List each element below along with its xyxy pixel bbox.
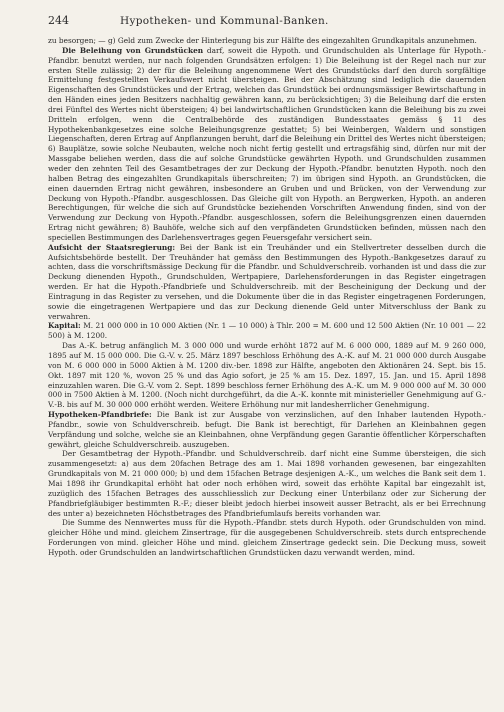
paragraph: [48, 449, 486, 518]
paragraph: [48, 518, 486, 557]
paragraph: [48, 46, 486, 243]
paragraph-lead: Die Beleihung von Grundstücken: [62, 45, 204, 55]
running-head: Hypotheken- und Kommunal-Banken.: [120, 15, 329, 27]
paragraph-lead: Kapital:: [48, 321, 81, 331]
paragraph-lead: Hypotheken-Pfandbriefe:: [48, 410, 152, 420]
paragraph-text: M. 21 000 000 in 10 000 Aktien (Nr. 1 — 10 000) à Thlr. 200 = M. 600 und 12 500 Aktien (Nr. 10 001 — 22 500) à M. 1200.: [48, 321, 486, 341]
paragraph-text: Bei der Bank ist ein Treuhänder und ein Stellvertreter desselben durch die Aufsichtsbehörde bestellt. Der Treuhänder hat gemäss den Bestimmungen des Hypoth.-Bankgesetzes darauf zu achten, dass die vorschriftsmässige Deckung für die Pfandbr. und Schuldverschreib. vorhanden ist und dass die zur Deckung dienenden Hypoth., Grundschulden, Wertpapiere, Darlehensforderungen in das Register eingetragen werden. Er hat die Hypoth.-Pfandbriefe und Schuldverschreib. mit der Bescheinigung der Deckung und der Eintragung in das Register zu versehen, und die Dokumente über die in das Register eingetragenen Forderungen, sowie die eingetragenen Wertpapiere und das zur Deckung dienende Geld unter Mitverschluss der Bank zu verwahren.: [48, 242, 486, 321]
body-text: [48, 36, 486, 558]
paragraph: [48, 341, 486, 410]
paragraph: [48, 410, 486, 449]
paragraph: [48, 321, 486, 341]
paragraph-text: Die Bank ist zur Ausgabe von verzinslichen, auf den Inhaber lautenden Hypoth.-Pfandbr., sowie von Schuldverschreib. befugt. Die Bank ist berechtigt, für Darlehen an Kleinbahnen gegen Verpfändung und solche, welche sie an Kleinbahnen, ohne Verpfändung gegen Garantie öffentlicher Körperschaften gewährt, gleiche Schuldverschreib. auszugeben.: [48, 410, 486, 449]
page-header: [48, 14, 486, 36]
paragraph-text: Das A.-K. betrug anfänglich M. 3 000 000 und wurde erhöht 1872 auf M. 6 000 000, 1889 auf M. 9 260 000, 1895 auf M. 15 000 000. Die G.-V. v. 25. März 1897 beschloss Erhöhung des A.-K. auf M. 21 000 000 durch Ausgabe von M. 6 000 000 in 5000 Aktien à M. 1200 div.-ber. 1898 zur Hälfte, angeboten den Aktionären 24. Sept. bis 15. Okt. 1897 mit 120 %, wovon 25 % und das Agio sofort, je 25 % am 15. Dez. 1897, 15. Jan. und 15. April 1898 einzuzahlen waren. Die G.-V. vom 2. Sept. 1899 beschloss ferner Erhöhung des A.-K. um M. 9 000 000 auf M. 30 000 000 in 7500 Aktien à M. 1200. (Noch nicht durchgeführt, da die A.-K. konnte mit ministerieller Genehmigung auf G.-V.-B. bis auf M. 30 000 000 erhöht werden. Weitere Erhöhung nur mit landesherrlicher Genehmigung.: [48, 341, 486, 410]
paragraph-lead: Aufsicht der Staatsregierung:: [48, 242, 176, 252]
paragraph-text: darf, soweit die Hypoth. und Grundschulden als Unterlage für Hypoth.-Pfandbr. benutzt werden, nur nach folgenden Grundsätzen erfolgen: 1) Die Beleihung ist der Regel nach nur zur ersten Stelle zulässig; 2) der für die Beleihung angenommene Wert des Grundstücks darf den durch sorgfältige Ermittelung festgestellten Verkaufswert nicht übersteigen. Bei der Abschätzung sind lediglich die dauernden Eigenschaften des Grundstückes und der Ertrag, welchen das Grundstück bei ordnungsmässiger Bewirtschaftung in den Händen eines jeden Besitzers nachhaltig gewähren kann, zu berücksichtigen; 3) die Beleihung darf die ersten drei Fünftel des Wertes nicht übersteigen; 4) bei landwirtschaftlichen Grundstücken kann die Beleihung bis zu zwei Dritteln erfolgen, wenn die Centralbehörde des zuständigen Bundesstaates gemäss § 11 des Hypothekenbankgesetzes eine solche Beleihungsgrenze gestattet; 5) bei Weinbergen, Waldern und sonstigen Liegenschaften, deren Ertrag auf Anpflanzungen beruht, darf die Beleihung ein Drittel des Wertes nicht übersteigen; 6) Bauplätze, sowie solche Neubauten, welche noch nicht fertig gestellt und ertragsfähig sind, dürfen nur mit der Massgabe beliehen werden, dass die auf solche Grundstücke gewährten Hypoth. und Grundschulden zusammen weder den zehnten Teil des Gesamtbetrages der zur Deckung der Hypoth.-Pfandbr. benutzten Hypoth. noch den halben Betrag des eingezahlten Grundkapitals überschreiten; 7) im übrigen sind Hypoth. an Grundstücken, die einen dauernden Ertrag nicht gewähren, insbesondere an Gruben und und Brücken, von der Verwendung zur Deckung von Hypoth.-Pfandbr. ausgeschlossen. Das Gleiche gilt von Hypoth. an Bergwerken, Hypoth. an anderen Berechtigungen, für welche die sich auf Grundstücke beziehenden Vorschriften Anwendung finden, sind von der Verwendung zur Deckung von Hypoth.-Pfandbr. ausgeschlossen, sofern die Beleihungsgrenzen einen dauernden Ertrag nicht gewähren; 8) Bauhöfe, welche sich auf den verpfändeten Grundstücken befinden, müssen nach den speciellen Bestimmungen des Darlehensvertrages gegen Feuersgefahr versichert sein.: [48, 45, 486, 242]
paragraph-text: zu besorgen; — g) Geld zum Zwecke der Hinterlegung bis zur Hälfte des eingezahlten Grundkapitals anzunehmen.: [48, 36, 477, 45]
paragraph: [48, 36, 486, 46]
paragraph-text: Der Gesamtbetrag der Hypoth.-Pfandbr. und Schuldverschreib. darf nicht eine Summe übersteigen, die sich zusammengesetzt: a) aus dem 20fachen Betrage des am 1. Mai 1898 vorhanden gewesenen, bar eingezahlten Grundkapitals von M. 21 000 000; b) und dem 15fachen Betrage desjenigen A.-K., um welches die Bank seit dem 1. Mai 1898 ihr Grundkapital erhöht hat oder noch erhöhen wird, soweit das erhöhte Kapital bar eingezahlt ist, zuzüglich des 15fachen Betrages des ausschliesslich zur Deckung einer Unterbilanz oder zur Sicherung der Pfandbriefgläubiger bestimmten R.-F.; dieser bleibt jedoch hierbei insoweit ausser Betracht, als er bei Errechnung des unter a) bezeichneten Höchstbetrages des Pfandbriefumlaufs bereits vorhanden war.: [48, 449, 486, 518]
paragraph: [48, 243, 486, 322]
paragraph-text: Die Summe des Nennwertes muss für die Hypoth.-Pfandbr. stets durch Hypoth. oder Grundschulden von mind. gleicher Höhe und mind. gleichem Zinsertrage, für die ausgegebenen Schuldverschreib. stets durch entsprechende Forderungen von mind. gleicher Höhe und mind. gleichem Zinsertrage gedeckt sein. Die Deckung muss, soweit Hypoth. oder Grundschulden an landwirtschaftlichen Grundstücken dazu verwandt werden, mind.: [48, 518, 486, 557]
page-number: 244: [48, 14, 69, 27]
